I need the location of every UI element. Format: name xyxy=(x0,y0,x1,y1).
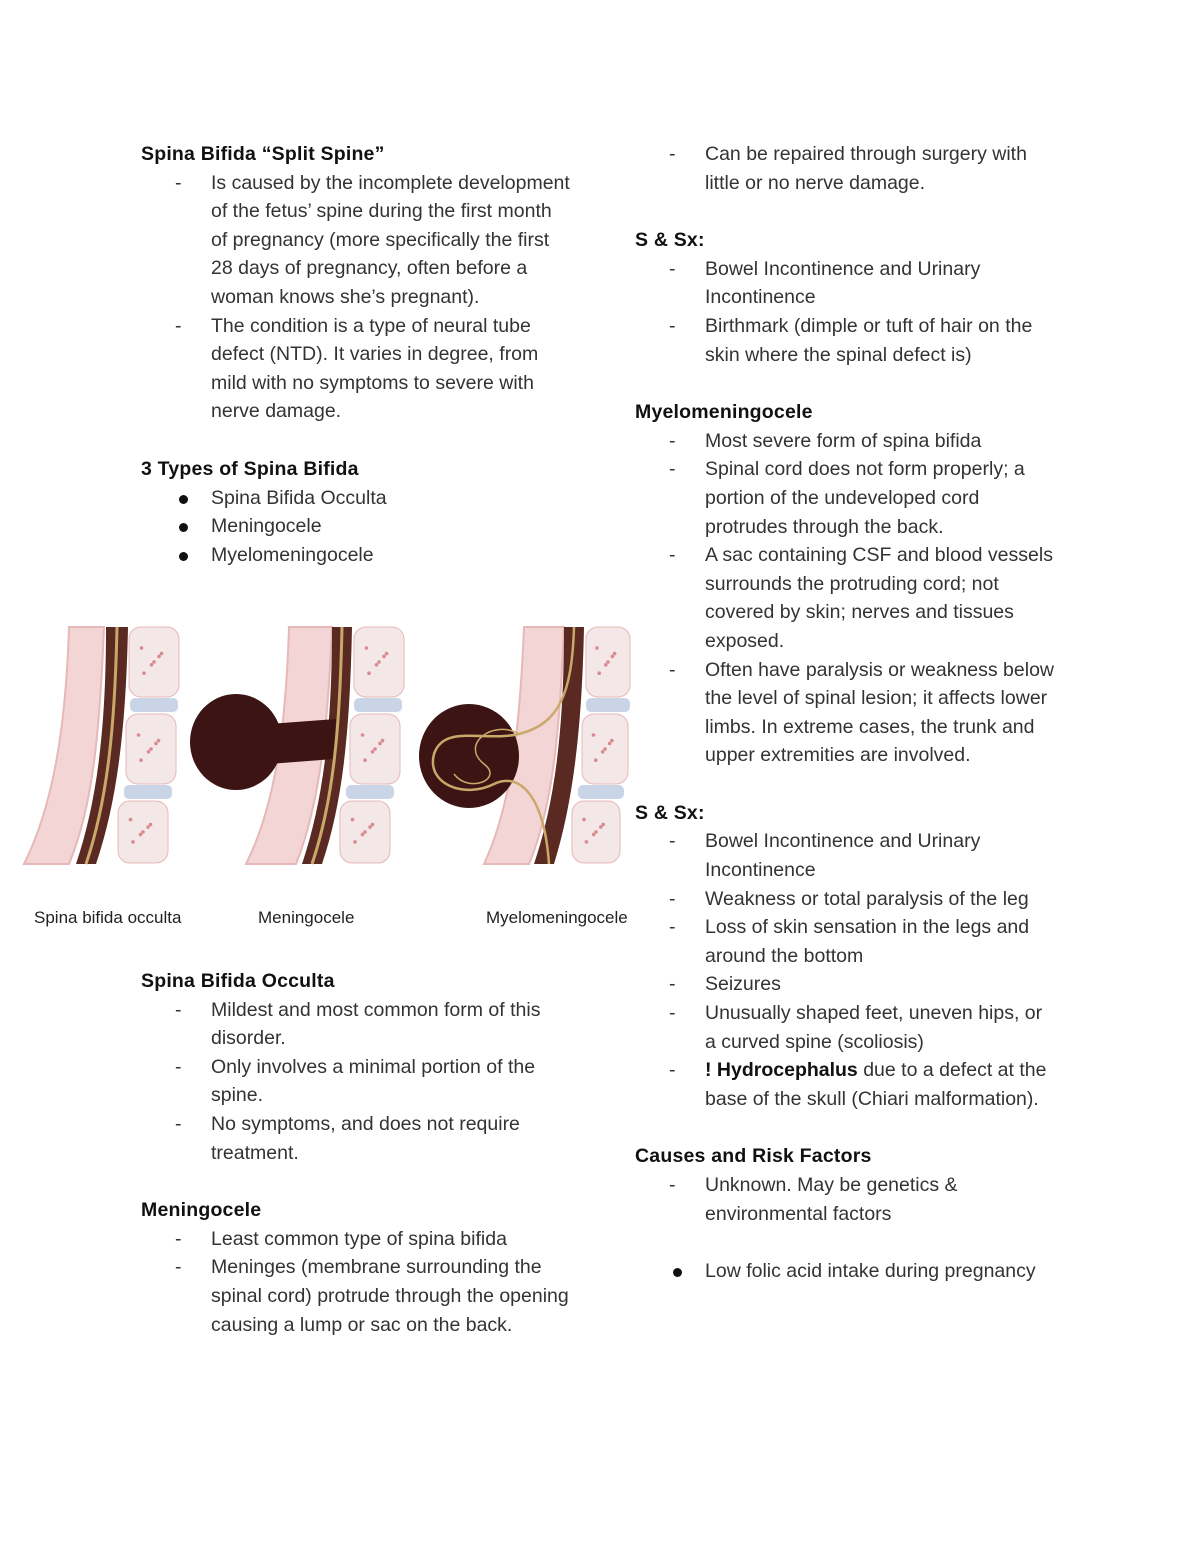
section-title-spina-bifida: Spina Bifida “Split Spine” xyxy=(141,143,385,165)
causes-list xyxy=(635,1171,1075,1228)
caption-occulta: Spina bifida occulta xyxy=(34,908,182,927)
vertebra-spot xyxy=(595,646,599,650)
section-spina-bifida xyxy=(141,140,581,426)
vertebra-spot xyxy=(146,825,150,829)
list-item: - Weakness or total paralysis of the leg xyxy=(635,885,1055,914)
vertebra-spot xyxy=(139,833,143,837)
vertebra-spot xyxy=(137,733,141,737)
occulta-list xyxy=(141,996,581,1168)
vertebra-spot xyxy=(365,646,369,650)
right-column xyxy=(635,140,1075,1314)
list-item: Meningocele xyxy=(141,512,571,541)
vertebra-spot xyxy=(610,739,614,743)
hydrocephalus-label: ! Hydrocephalus xyxy=(705,1059,858,1082)
list-item: - Loss of skin sensation in the legs and around the bottom xyxy=(635,913,1055,970)
vertebra-spot xyxy=(592,733,596,737)
vertebra-spot xyxy=(378,742,382,746)
vertebra-spot xyxy=(606,660,610,664)
list-item: Spina Bifida Occulta xyxy=(141,484,571,513)
vertebra-spot xyxy=(597,671,601,675)
ssx-meningocele-list xyxy=(635,255,1075,369)
section-ssx-myelomeningocele xyxy=(635,799,1075,1114)
vertebra-spot xyxy=(367,671,371,675)
vertebra-spot xyxy=(582,818,586,822)
vertebra-spot xyxy=(381,739,385,743)
list-item: - Mildest and most common form of this disorder. xyxy=(141,996,571,1053)
panel-meningocele xyxy=(190,627,404,864)
list-item: - A sac containing CSF and blood vessels surrounds the protruding cord; not covered by skin; nerves and tissues exposed. xyxy=(635,541,1055,655)
section-title-causes: Causes and Risk Factors xyxy=(635,1145,872,1168)
list-item: - Least common type of spina bifida xyxy=(141,1225,571,1254)
vertebra-spot xyxy=(603,747,607,751)
vertebra-spot xyxy=(599,825,603,829)
vertebra-spot xyxy=(361,833,365,837)
list-item: - Bowel Incontinence and Urinary Incontinence xyxy=(635,255,1055,312)
list-item: - Seizures xyxy=(635,970,1055,999)
section-meningocele-continued xyxy=(635,140,1075,197)
vertebra-spot xyxy=(592,833,596,837)
vertebra-spot xyxy=(140,646,144,650)
vertebra-spot xyxy=(373,747,377,751)
vertebra-spot xyxy=(150,663,154,667)
types-list xyxy=(141,484,581,570)
vertebra-spot xyxy=(608,742,612,746)
vertebra-spot xyxy=(157,655,161,659)
vertebra-spot xyxy=(131,840,135,844)
list-item: - Can be repaired through surgery with little or no nerve damage. xyxy=(635,140,1055,197)
list-item: - Meninges (membrane surrounding the spinal cord) protrude through the opening causing a lump or sac on the back. xyxy=(141,1253,571,1339)
list-item: - Birthmark (dimple or tuft of hair on the skin where the spinal defect is) xyxy=(635,312,1055,369)
disc-meningocele xyxy=(354,698,402,712)
list-item: - Often have paralysis or weakness below the level of spinal lesion; it affects lower limbs. In extreme cases, the trunk and upper extremities are involved. xyxy=(635,656,1055,770)
list-item: - Bowel Incontinence and Urinary Incontinence xyxy=(635,827,1055,884)
left-column xyxy=(141,140,581,598)
list-item: - Unusually shaped feet, uneven hips, or a curved spine (scoliosis) xyxy=(635,999,1055,1056)
list-item: - Spinal cord does not form properly; a portion of the undeveloped cord protrudes through the back. xyxy=(635,455,1055,541)
ssx-myelomeningocele-list xyxy=(635,827,1075,1113)
list-item: - The condition is a type of neural tube defect (NTD). It varies in degree, from mild with no symptoms to severe with nerve damage. xyxy=(141,312,571,426)
spina-bifida-illustration xyxy=(14,624,634,934)
list-item: - No symptoms, and does not require treatment. xyxy=(141,1110,571,1167)
disc-meningocele xyxy=(346,785,394,799)
sac-meningocele xyxy=(190,694,282,790)
list-item: - Is caused by the incomplete development of the fetus’ spine during the first month of pregnancy (more specifically the first 28 days of pregnancy, often before a woman knows she’s pregnant). xyxy=(141,169,571,312)
section-title-ssx: S & Sx: xyxy=(635,801,705,824)
vertebra-spot xyxy=(363,758,367,762)
section-meningocele xyxy=(141,1196,581,1339)
hydrocephalus-text: due to a defect at the base of the skull (Chiari malformation). xyxy=(705,1059,1047,1110)
vertebra-spot xyxy=(152,660,156,664)
vertebra-spot xyxy=(371,750,375,754)
vertebra-spot xyxy=(160,652,164,656)
section-types xyxy=(141,455,581,569)
vertebra-spot xyxy=(382,655,386,659)
vertebra-spot xyxy=(142,671,146,675)
causes-bullet-list xyxy=(635,1257,1075,1286)
section-myelomeningocele xyxy=(635,398,1075,770)
meningocele-list xyxy=(141,1225,581,1339)
list-item: - Most severe form of spina bifida xyxy=(635,427,1055,456)
panel-myelomeningocele xyxy=(419,627,630,864)
illustration-svg xyxy=(14,624,634,934)
vertebra-spot xyxy=(129,818,133,822)
caption-meningocele: Meningocele xyxy=(258,908,355,927)
vertebra-spot xyxy=(604,663,608,667)
vertebra-spot xyxy=(613,652,617,656)
vertebra-spot xyxy=(377,660,381,664)
vertebra-spot xyxy=(139,758,143,762)
section-title-meningocele: Meningocele xyxy=(141,1199,262,1222)
section-ssx-meningocele xyxy=(635,226,1075,369)
vertebra-spot xyxy=(157,739,161,743)
vertebra-spot xyxy=(149,747,153,751)
vertebra-spot xyxy=(361,733,365,737)
list-item-hydrocephalus xyxy=(635,1056,1055,1113)
disc-myelo xyxy=(586,698,630,712)
meningocele-continued-list xyxy=(635,140,1075,197)
panel-occulta xyxy=(24,627,179,864)
section-title-myelomeningocele: Myelomeningocele xyxy=(635,401,813,424)
vertebra-spot xyxy=(154,742,158,746)
vertebra-spot xyxy=(353,840,357,844)
left-column-lower xyxy=(141,967,581,1368)
myelomeningocele-list xyxy=(635,427,1075,770)
vertebra-spot xyxy=(147,750,151,754)
vertebra-spot xyxy=(351,818,355,822)
vertebra-spot xyxy=(601,750,605,754)
section-title-occulta: Spina Bifida Occulta xyxy=(141,970,335,992)
disc-occulta xyxy=(130,698,178,712)
caption-myelomeningocele: Myelomeningocele xyxy=(486,908,628,927)
sac-neck-meningocele xyxy=(269,719,336,764)
vertebra-spot xyxy=(611,655,615,659)
list-item: Low folic acid intake during pregnancy xyxy=(635,1257,1055,1286)
section-causes xyxy=(635,1142,1075,1285)
section-title-ssx: S & Sx: xyxy=(635,229,705,252)
section-title-types: 3 Types of Spina Bifida xyxy=(141,457,359,480)
vertebra-spot xyxy=(375,663,379,667)
spina-bifida-list xyxy=(141,169,581,426)
section-occulta xyxy=(141,967,581,1167)
disc-occulta xyxy=(124,785,172,799)
vertebra-spot xyxy=(368,825,372,829)
vertebra-spot xyxy=(585,840,589,844)
vertebra-spot xyxy=(594,758,598,762)
list-item: - Only involves a minimal portion of the spine. xyxy=(141,1053,571,1110)
vertebra-spot xyxy=(385,652,389,656)
list-item: Myelomeningocele xyxy=(141,541,571,570)
list-item: - Unknown. May be genetics & environmental factors xyxy=(635,1171,1055,1228)
disc-myelo xyxy=(578,785,624,799)
